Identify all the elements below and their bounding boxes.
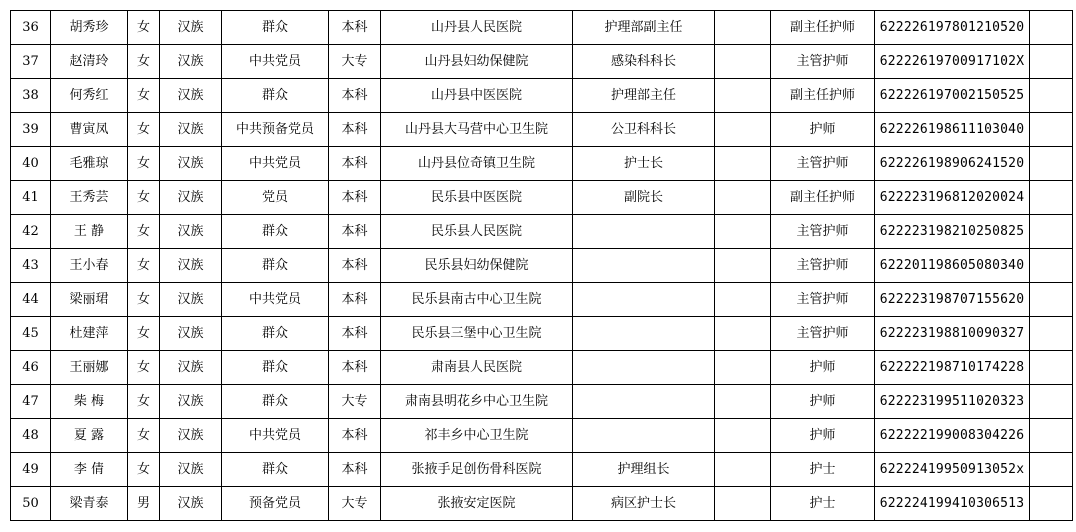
cell-political-status: 中共党员 — [222, 419, 329, 453]
table-row — [11, 113, 1073, 147]
cell-education: 本科 — [329, 419, 381, 453]
table-row — [11, 487, 1073, 521]
cell-gender: 女 — [128, 181, 160, 215]
cell-workplace: 肃南县人民医院 — [381, 351, 573, 385]
cell-name: 梁青泰 — [51, 487, 128, 521]
cell-ethnicity: 汉族 — [160, 283, 222, 317]
cell-empty-trailing — [1030, 385, 1073, 419]
cell-id-number: 622226198906241520 — [875, 147, 1030, 181]
table-row — [11, 351, 1073, 385]
cell-political-status: 中共党员 — [222, 45, 329, 79]
cell-id-number: 622223198707155620 — [875, 283, 1030, 317]
table-row — [11, 453, 1073, 487]
cell-political-status: 群众 — [222, 215, 329, 249]
cell-education: 本科 — [329, 11, 381, 45]
cell-ethnicity: 汉族 — [160, 487, 222, 521]
cell-ethnicity: 汉族 — [160, 11, 222, 45]
cell-position: 护士长 — [573, 147, 715, 181]
cell-position — [573, 317, 715, 351]
cell-blank — [715, 487, 771, 521]
cell-row-number: 49 — [11, 453, 51, 487]
cell-id-number: 622223198210250825 — [875, 215, 1030, 249]
cell-gender: 女 — [128, 45, 160, 79]
table-row — [11, 45, 1073, 79]
cell-professional-title: 主管护师 — [771, 317, 875, 351]
cell-professional-title: 主管护师 — [771, 45, 875, 79]
cell-political-status: 中共党员 — [222, 147, 329, 181]
cell-id-number: 622224199410306513 — [875, 487, 1030, 521]
cell-gender: 女 — [128, 113, 160, 147]
table-row — [11, 11, 1073, 45]
cell-empty-trailing — [1030, 351, 1073, 385]
cell-name: 曹寅凤 — [51, 113, 128, 147]
cell-political-status: 群众 — [222, 317, 329, 351]
cell-id-number: 62222419950913052x — [875, 453, 1030, 487]
cell-education: 本科 — [329, 79, 381, 113]
cell-ethnicity: 汉族 — [160, 181, 222, 215]
cell-row-number: 36 — [11, 11, 51, 45]
cell-name: 赵清玲 — [51, 45, 128, 79]
cell-ethnicity: 汉族 — [160, 79, 222, 113]
cell-education: 本科 — [329, 181, 381, 215]
cell-blank — [715, 113, 771, 147]
cell-political-status: 群众 — [222, 79, 329, 113]
cell-name: 夏 露 — [51, 419, 128, 453]
cell-workplace: 张掖手足创伤骨科医院 — [381, 453, 573, 487]
cell-id-number: 622222198710174228 — [875, 351, 1030, 385]
cell-position: 护理部主任 — [573, 79, 715, 113]
table-row — [11, 249, 1073, 283]
cell-empty-trailing — [1030, 45, 1073, 79]
cell-professional-title: 护士 — [771, 487, 875, 521]
table-row — [11, 283, 1073, 317]
cell-professional-title: 副主任护师 — [771, 79, 875, 113]
cell-row-number: 48 — [11, 419, 51, 453]
cell-empty-trailing — [1030, 487, 1073, 521]
cell-blank — [715, 419, 771, 453]
cell-political-status: 群众 — [222, 453, 329, 487]
cell-name: 杜建萍 — [51, 317, 128, 351]
cell-empty-trailing — [1030, 419, 1073, 453]
cell-professional-title: 护师 — [771, 351, 875, 385]
cell-position — [573, 419, 715, 453]
cell-name: 梁丽珺 — [51, 283, 128, 317]
cell-political-status: 群众 — [222, 351, 329, 385]
cell-id-number: 622226198611103040 — [875, 113, 1030, 147]
table-row — [11, 147, 1073, 181]
cell-empty-trailing — [1030, 283, 1073, 317]
cell-position: 护理组长 — [573, 453, 715, 487]
cell-name: 王小春 — [51, 249, 128, 283]
cell-row-number: 46 — [11, 351, 51, 385]
cell-workplace: 肃南县明花乡中心卫生院 — [381, 385, 573, 419]
cell-row-number: 40 — [11, 147, 51, 181]
cell-political-status: 中共预备党员 — [222, 113, 329, 147]
cell-blank — [715, 45, 771, 79]
cell-id-number: 622223198810090327 — [875, 317, 1030, 351]
cell-row-number: 45 — [11, 317, 51, 351]
cell-name: 李 倩 — [51, 453, 128, 487]
cell-blank — [715, 11, 771, 45]
cell-ethnicity: 汉族 — [160, 45, 222, 79]
cell-blank — [715, 283, 771, 317]
cell-professional-title: 副主任护师 — [771, 181, 875, 215]
cell-row-number: 44 — [11, 283, 51, 317]
cell-position — [573, 283, 715, 317]
cell-education: 本科 — [329, 317, 381, 351]
cell-blank — [715, 181, 771, 215]
cell-position: 护理部副主任 — [573, 11, 715, 45]
cell-blank — [715, 385, 771, 419]
cell-name: 毛雅琼 — [51, 147, 128, 181]
cell-empty-trailing — [1030, 147, 1073, 181]
cell-professional-title: 护士 — [771, 453, 875, 487]
cell-workplace: 民乐县南古中心卫生院 — [381, 283, 573, 317]
cell-row-number: 38 — [11, 79, 51, 113]
cell-political-status: 党员 — [222, 181, 329, 215]
cell-blank — [715, 147, 771, 181]
cell-row-number: 43 — [11, 249, 51, 283]
cell-professional-title: 护师 — [771, 113, 875, 147]
table-row — [11, 317, 1073, 351]
cell-id-number: 62222619700917102X — [875, 45, 1030, 79]
cell-workplace: 民乐县妇幼保健院 — [381, 249, 573, 283]
cell-workplace: 山丹县人民医院 — [381, 11, 573, 45]
cell-name: 王 静 — [51, 215, 128, 249]
cell-name: 王丽娜 — [51, 351, 128, 385]
cell-gender: 女 — [128, 79, 160, 113]
cell-name: 何秀红 — [51, 79, 128, 113]
cell-gender: 女 — [128, 249, 160, 283]
cell-id-number: 622223196812020024 — [875, 181, 1030, 215]
cell-id-number: 622226197801210520 — [875, 11, 1030, 45]
cell-gender: 男 — [128, 487, 160, 521]
cell-professional-title: 主管护师 — [771, 283, 875, 317]
cell-workplace: 山丹县位奇镇卫生院 — [381, 147, 573, 181]
cell-political-status: 群众 — [222, 249, 329, 283]
cell-education: 本科 — [329, 283, 381, 317]
cell-row-number: 41 — [11, 181, 51, 215]
cell-workplace: 山丹县大马营中心卫生院 — [381, 113, 573, 147]
cell-blank — [715, 453, 771, 487]
cell-workplace: 山丹县妇幼保健院 — [381, 45, 573, 79]
cell-gender: 女 — [128, 283, 160, 317]
cell-blank — [715, 249, 771, 283]
cell-gender: 女 — [128, 351, 160, 385]
cell-education: 本科 — [329, 215, 381, 249]
cell-professional-title: 主管护师 — [771, 147, 875, 181]
cell-id-number: 622226197002150525 — [875, 79, 1030, 113]
cell-workplace: 祁丰乡中心卫生院 — [381, 419, 573, 453]
cell-workplace: 民乐县中医医院 — [381, 181, 573, 215]
table-row — [11, 79, 1073, 113]
cell-position — [573, 215, 715, 249]
cell-ethnicity: 汉族 — [160, 419, 222, 453]
cell-gender: 女 — [128, 453, 160, 487]
cell-gender: 女 — [128, 11, 160, 45]
cell-position — [573, 385, 715, 419]
cell-blank — [715, 79, 771, 113]
cell-political-status: 群众 — [222, 11, 329, 45]
personnel-table — [10, 10, 1073, 521]
cell-blank — [715, 215, 771, 249]
cell-political-status: 群众 — [222, 385, 329, 419]
cell-education: 大专 — [329, 487, 381, 521]
cell-blank — [715, 351, 771, 385]
table-body — [11, 11, 1073, 521]
cell-education: 大专 — [329, 45, 381, 79]
cell-education: 本科 — [329, 147, 381, 181]
cell-id-number: 622223199511020323 — [875, 385, 1030, 419]
cell-workplace: 民乐县人民医院 — [381, 215, 573, 249]
cell-education: 本科 — [329, 249, 381, 283]
cell-professional-title: 主管护师 — [771, 215, 875, 249]
table-row — [11, 181, 1073, 215]
cell-ethnicity: 汉族 — [160, 249, 222, 283]
cell-id-number: 622222199008304226 — [875, 419, 1030, 453]
cell-gender: 女 — [128, 215, 160, 249]
cell-row-number: 42 — [11, 215, 51, 249]
cell-position: 公卫科科长 — [573, 113, 715, 147]
cell-gender: 女 — [128, 317, 160, 351]
cell-gender: 女 — [128, 147, 160, 181]
cell-political-status: 中共党员 — [222, 283, 329, 317]
cell-political-status: 预备党员 — [222, 487, 329, 521]
cell-professional-title: 护师 — [771, 419, 875, 453]
cell-blank — [715, 317, 771, 351]
table-row — [11, 385, 1073, 419]
cell-position: 感染科科长 — [573, 45, 715, 79]
cell-gender: 女 — [128, 385, 160, 419]
cell-ethnicity: 汉族 — [160, 147, 222, 181]
cell-position — [573, 249, 715, 283]
cell-row-number: 39 — [11, 113, 51, 147]
cell-name: 胡秀珍 — [51, 11, 128, 45]
cell-education: 本科 — [329, 351, 381, 385]
cell-empty-trailing — [1030, 113, 1073, 147]
cell-position — [573, 351, 715, 385]
cell-workplace: 张掖安定医院 — [381, 487, 573, 521]
cell-education: 本科 — [329, 113, 381, 147]
cell-empty-trailing — [1030, 11, 1073, 45]
cell-position: 副院长 — [573, 181, 715, 215]
cell-professional-title: 护师 — [771, 385, 875, 419]
cell-gender: 女 — [128, 419, 160, 453]
table-row — [11, 215, 1073, 249]
cell-name: 王秀芸 — [51, 181, 128, 215]
cell-empty-trailing — [1030, 181, 1073, 215]
cell-empty-trailing — [1030, 215, 1073, 249]
cell-empty-trailing — [1030, 249, 1073, 283]
cell-ethnicity: 汉族 — [160, 317, 222, 351]
cell-professional-title: 主管护师 — [771, 249, 875, 283]
cell-ethnicity: 汉族 — [160, 385, 222, 419]
cell-education: 大专 — [329, 385, 381, 419]
cell-ethnicity: 汉族 — [160, 113, 222, 147]
cell-ethnicity: 汉族 — [160, 215, 222, 249]
cell-row-number: 37 — [11, 45, 51, 79]
cell-empty-trailing — [1030, 317, 1073, 351]
cell-ethnicity: 汉族 — [160, 453, 222, 487]
cell-professional-title: 副主任护师 — [771, 11, 875, 45]
cell-empty-trailing — [1030, 79, 1073, 113]
table-row — [11, 419, 1073, 453]
cell-empty-trailing — [1030, 453, 1073, 487]
cell-workplace: 民乐县三堡中心卫生院 — [381, 317, 573, 351]
cell-education: 本科 — [329, 453, 381, 487]
cell-name: 柴 梅 — [51, 385, 128, 419]
cell-ethnicity: 汉族 — [160, 351, 222, 385]
cell-workplace: 山丹县中医医院 — [381, 79, 573, 113]
cell-row-number: 50 — [11, 487, 51, 521]
cell-row-number: 47 — [11, 385, 51, 419]
cell-id-number: 622201198605080340 — [875, 249, 1030, 283]
cell-position: 病区护士长 — [573, 487, 715, 521]
